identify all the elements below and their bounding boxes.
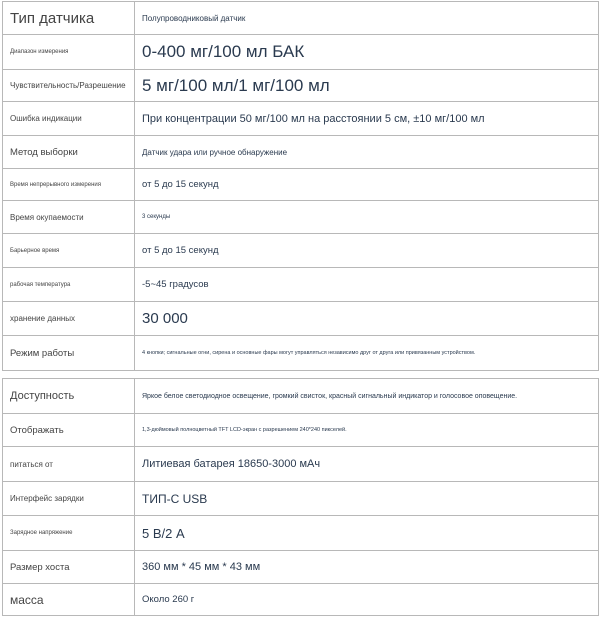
row-label: Барьерное время xyxy=(3,234,135,268)
table-row xyxy=(3,584,599,616)
table-row xyxy=(3,35,599,70)
row-value: 5 В/2 А xyxy=(135,516,599,551)
row-label: Интерфейс зарядки xyxy=(3,482,135,516)
row-label: Зарядное напряжение xyxy=(3,516,135,551)
row-value: 0-400 мг/100 мл БАК xyxy=(135,35,599,70)
row-label: Режим работы xyxy=(3,336,135,371)
row-label: Отображать xyxy=(3,414,135,447)
row-label: рабочая температура xyxy=(3,268,135,302)
row-value: от 5 до 15 секунд xyxy=(135,169,599,201)
table-row xyxy=(3,2,599,35)
row-value: от 5 до 15 секунд xyxy=(135,234,599,268)
row-value: 360 мм * 45 мм * 43 мм xyxy=(135,551,599,584)
table-row xyxy=(3,447,599,482)
table-row xyxy=(3,268,599,302)
row-label: Метод выборки xyxy=(3,136,135,169)
row-value: Литиевая батарея 18650-3000 мАч xyxy=(135,447,599,482)
table-row xyxy=(3,201,599,234)
row-value: 30 000 xyxy=(135,302,599,336)
spec-table-features xyxy=(2,378,599,616)
row-value: При концентрации 50 мг/100 мл на расстоянии 5 см, ±10 мг/100 мл xyxy=(135,102,599,136)
row-value: -5~45 градусов xyxy=(135,268,599,302)
row-value: Около 260 г xyxy=(135,584,599,616)
row-label: Время окупаемости xyxy=(3,201,135,234)
row-label: питаться от xyxy=(3,447,135,482)
table-row xyxy=(3,102,599,136)
row-value: ТИП-С USB xyxy=(135,482,599,516)
table-row xyxy=(3,379,599,414)
row-value: Полупроводниковый датчик xyxy=(135,2,599,35)
table-row xyxy=(3,136,599,169)
row-label: Чувствительность/Разрешение xyxy=(3,70,135,102)
row-value: 3 секунды xyxy=(135,201,599,234)
table-row xyxy=(3,169,599,201)
row-label: Размер хоста xyxy=(3,551,135,584)
row-value: 5 мг/100 мл/1 мг/100 мл xyxy=(135,70,599,102)
row-label: масса xyxy=(3,584,135,616)
table-row xyxy=(3,551,599,584)
row-label: Доступность xyxy=(3,379,135,414)
table-row xyxy=(3,516,599,551)
table-row xyxy=(3,482,599,516)
row-value: Датчик удара или ручное обнаружение xyxy=(135,136,599,169)
table-row xyxy=(3,414,599,447)
row-label: Ошибка индикации xyxy=(3,102,135,136)
row-value: 4 кнопки; сигнальные огни, сирена и основные фары могут управляться независимо друг от друга или привязанным устройством. xyxy=(135,336,599,371)
table-row xyxy=(3,234,599,268)
row-label: хранение данных xyxy=(3,302,135,336)
table-row xyxy=(3,70,599,102)
table-row xyxy=(3,302,599,336)
row-label: Время непрерывного измерения xyxy=(3,169,135,201)
spec-table-main xyxy=(2,1,599,371)
row-value: 1,3-дюймовый полноцветный TFT LCD-экран с разрешением 240*240 пикселей. xyxy=(135,414,599,447)
table-row xyxy=(3,336,599,371)
row-label: Диапазон измерения xyxy=(3,35,135,70)
row-value: Яркое белое светодиодное освещение, громкий свисток, красный сигнальный индикатор и голосовое оповещение. xyxy=(135,379,599,414)
row-label: Тип датчика xyxy=(3,2,135,35)
